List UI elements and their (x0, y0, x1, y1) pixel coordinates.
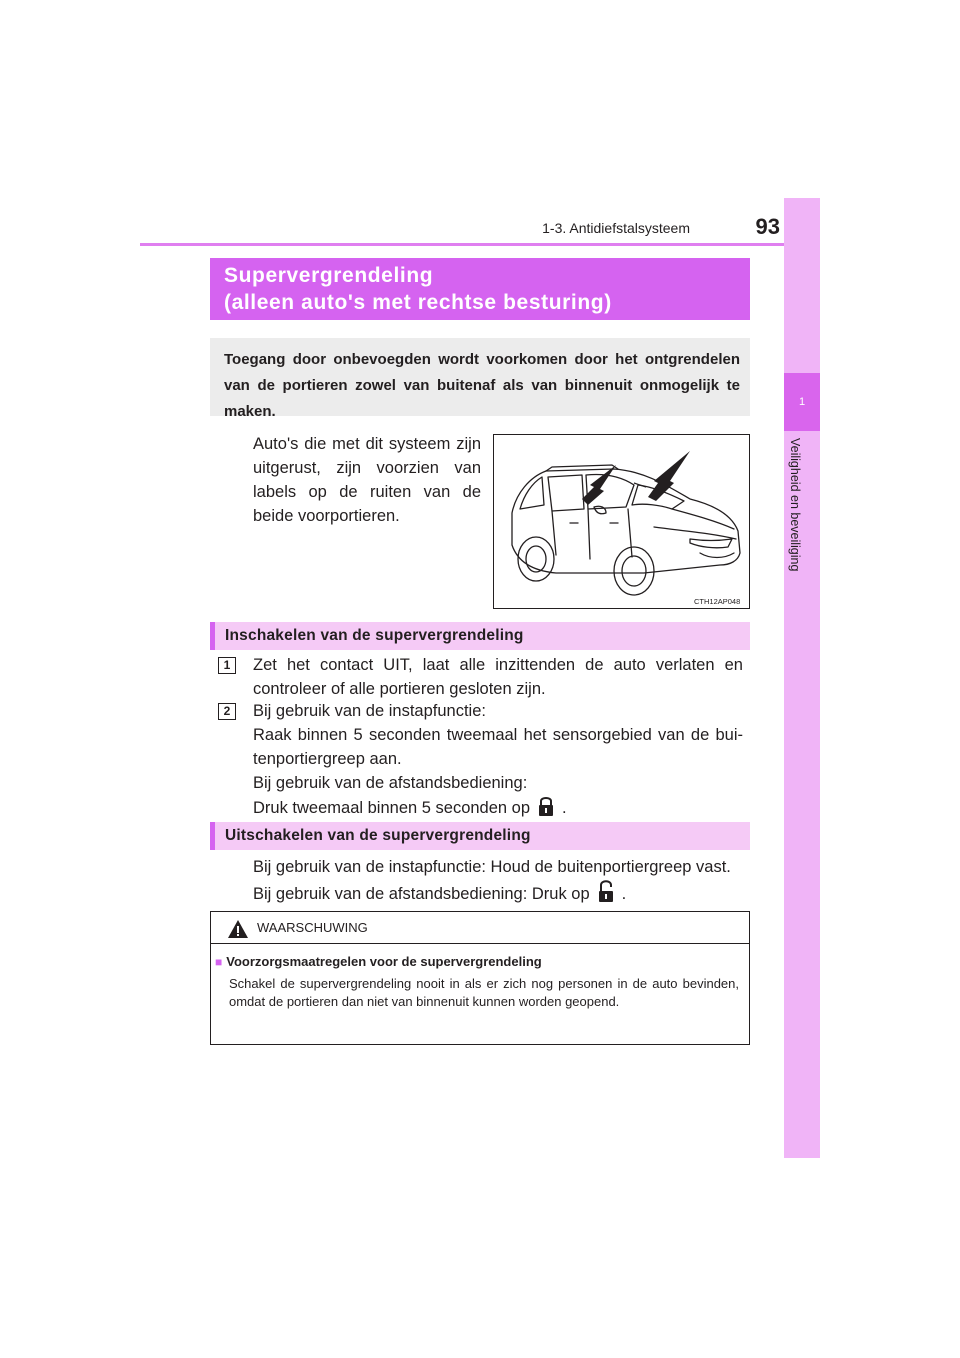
subheading-accent-bar (210, 822, 215, 850)
warning-title (215, 954, 542, 969)
warning-body: Schakel de supervergrendeling nooit in als er zich nog personen in de auto bevinden, omdat de portieren dan niet van binnenuit kunnen worden geopend. (229, 976, 739, 1009)
step-1-text: Zet het contact UIT, laat alle inzittenden de auto verlaten en controleer of alle portieren gesloten zijn. (253, 656, 743, 698)
step-2-line-4-text: Druk tweemaal binnen 5 seconden op (253, 799, 531, 817)
step-2-line-1: Bij gebruik van de instapfunctie: (253, 702, 486, 720)
disable-line-2-text: Bij gebruik van de afstandsbediening: Druk op (253, 885, 590, 903)
header-divider (140, 243, 818, 246)
warning-label: WAARSCHUWING (257, 920, 368, 935)
disable-line-2-end: . (621, 885, 627, 903)
chapter-side-tab (784, 198, 820, 1158)
step-2-text (253, 699, 743, 824)
intro-summary-box (210, 338, 750, 420)
chapter-title: Veiligheid en beveiliging (788, 438, 802, 572)
warning-header (211, 912, 749, 944)
section-breadcrumb: 1-3. Antidiefstalsysteem (542, 220, 690, 236)
intro-paragraph: Auto's die met dit systeem zijn uitgerust, zijn voorzien van labels op de ruiten van de beide voorportieren. (253, 435, 481, 525)
step-2-line-3: Bij gebruik van de afstandsbediening: (253, 774, 528, 792)
page-title (210, 258, 750, 320)
warning-box (210, 911, 750, 1045)
step-number-badge: 1 (218, 657, 236, 674)
subheading-enable-text: Inschakelen van de supervergrendeling (225, 627, 524, 644)
square-bullet-icon: ■ (215, 955, 223, 969)
intro-summary-text: Toegang door onbevoegden wordt voorkomen door het ontgrendelen van de portieren zowel van buitenaf als van binnenuit onmogelijk te maken. (224, 351, 740, 420)
car-illustration (493, 434, 750, 609)
step-2-line-2: Raak binnen 5 seconden tweemaal het sensorgebied van de buitenportiergreep aan. (253, 726, 743, 768)
disable-line-2 (253, 879, 743, 910)
subheading-disable (210, 822, 750, 850)
subheading-disable-text: Uitschakelen van de supervergrendeling (225, 827, 531, 844)
page-title-line-2: (alleen auto's met rechtse besturing) (224, 291, 612, 314)
page-number: 93 (755, 214, 780, 239)
step-2-line-4-end: . (562, 799, 567, 817)
disable-line-1: Bij gebruik van de instapfunctie: Houd de buitenportiergreep vast. (253, 858, 731, 876)
subheading-accent-bar (210, 622, 215, 650)
illustration-caption: CTH12AP048 (694, 597, 741, 606)
warning-title-text: Voorzorgsmaatregelen voor de supervergrendeling (226, 954, 542, 969)
page-title-line-1: Supervergrendeling (224, 264, 434, 287)
unlock-icon (598, 879, 614, 910)
car-with-arrows-icon (494, 435, 749, 608)
subheading-enable (210, 622, 750, 650)
lock-icon (538, 795, 554, 824)
chapter-number: 1 (798, 396, 806, 408)
step-2-line-4 (253, 795, 743, 824)
step-number-badge: 2 (218, 703, 236, 720)
disable-instructions (253, 855, 743, 910)
warning-triangle-icon (227, 919, 249, 944)
